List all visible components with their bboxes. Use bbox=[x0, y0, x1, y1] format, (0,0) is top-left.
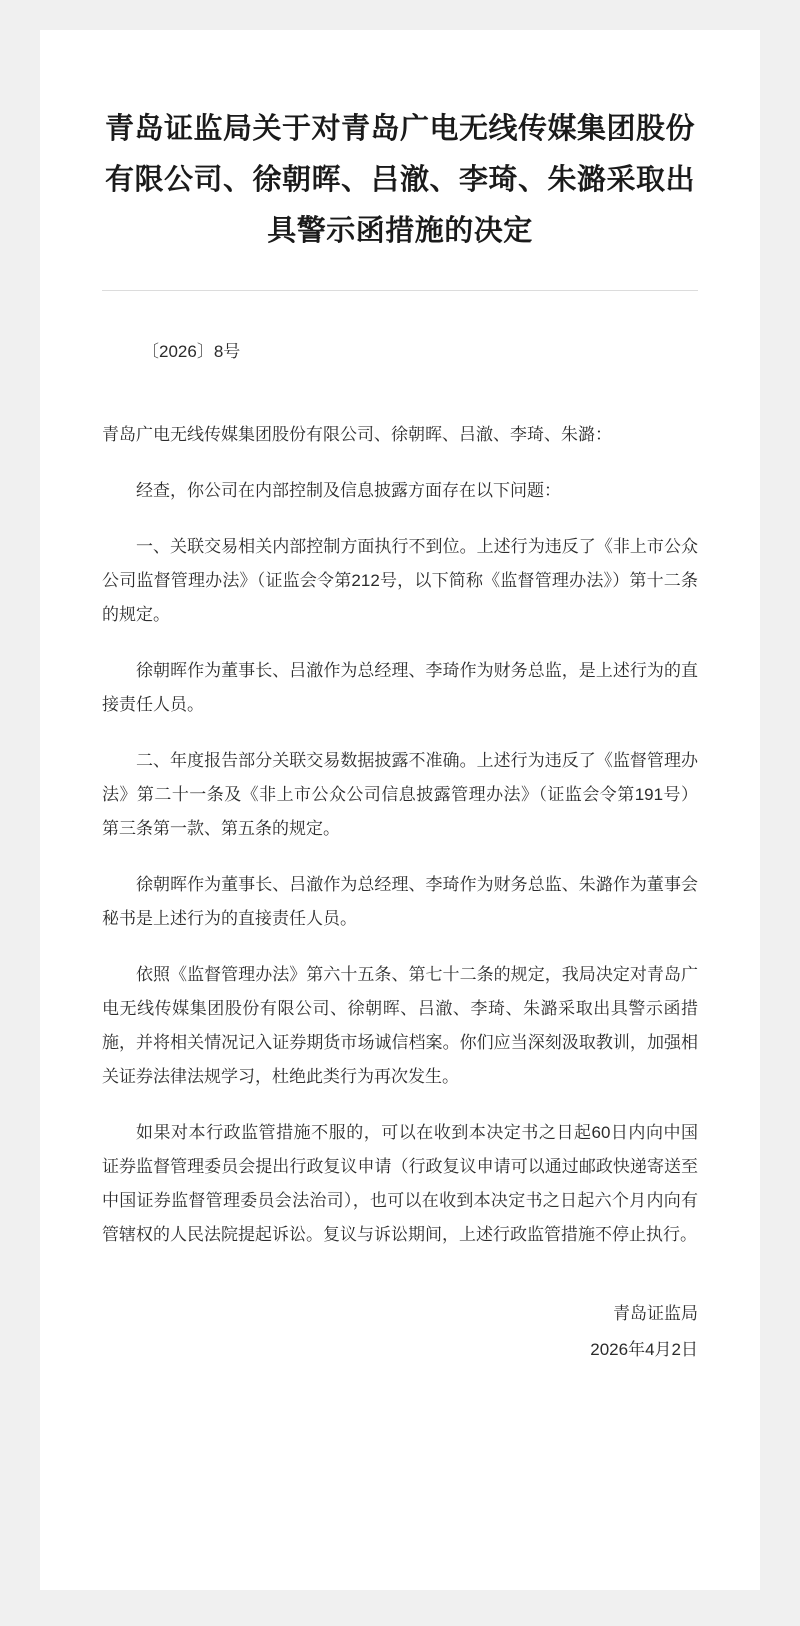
document-number: 〔2026〕8号 bbox=[142, 342, 241, 362]
paragraph-decision: 依照《监督管理办法》第六十五条、第七十二条的规定，我局决定对青岛广电无线传媒集团股份有限公司、徐朝晖、吕澈、李琦、朱潞采取出具警示函措施，并将相关情况记入证券期货市场诚信档案。你们应当深刻汲取教训，加强相关证券法律法规学习，杜绝此类行为再次发生。 bbox=[102, 964, 698, 1086]
paragraph-issue-one: 一、关联交易相关内部控制方面执行不到位。上述行为违反了《非上市公众公司监督管理办法》（证监会令第212号，以下简称《监督管理办法》）第十二条的规定。 bbox=[102, 536, 698, 624]
document-sheet bbox=[40, 30, 760, 1590]
page-title: 青岛证监局关于对青岛广电无线传媒集团股份有限公司、徐朝晖、吕澈、李琦、朱潞采取出具警示函措施的决定 bbox=[104, 113, 695, 247]
paragraph-appeal-rights: 如果对本行政监管措施不服的，可以在收到本决定书之日起60日内向中国证券监督管理委员会提出行政复议申请（行政复议申请可以通过邮政快递寄送至中国证券监督管理委员会法治司），也可以在收到本决定书之日起六个月内向有管辖权的人民法院提起诉讼。复议与诉讼期间，上述行政监管措施不停止执行。 bbox=[102, 1122, 698, 1244]
paragraph-addressee: 青岛广电无线传媒集团股份有限公司、徐朝晖、吕澈、李琦、朱潞： bbox=[102, 424, 612, 444]
title-divider bbox=[102, 290, 698, 291]
paragraph-issue-two-responsible: 徐朝晖作为董事长、吕澈作为总经理、李琦作为财务总监、朱潞作为董事会秘书是上述行为的直接责任人员。 bbox=[102, 874, 698, 928]
paragraph-intro: 经查，你公司在内部控制及信息披露方面存在以下问题： bbox=[136, 480, 561, 500]
paragraph-issue-one-responsible: 徐朝晖作为董事长、吕澈作为总经理、李琦作为财务总监，是上述行为的直接责任人员。 bbox=[102, 660, 698, 714]
signature-date: 2026年4月2日 bbox=[590, 1339, 698, 1359]
signature-block bbox=[102, 1296, 698, 1367]
document-body bbox=[102, 418, 698, 1252]
signature-issuer: 青岛证监局 bbox=[613, 1303, 698, 1323]
paragraph-issue-two: 二、年度报告部分关联交易数据披露不准确。上述行为违反了《监督管理办法》第二十一条及《非上市公众公司信息披露管理办法》（证监会令第191号）第三条第一款、第五条的规定。 bbox=[102, 750, 698, 838]
